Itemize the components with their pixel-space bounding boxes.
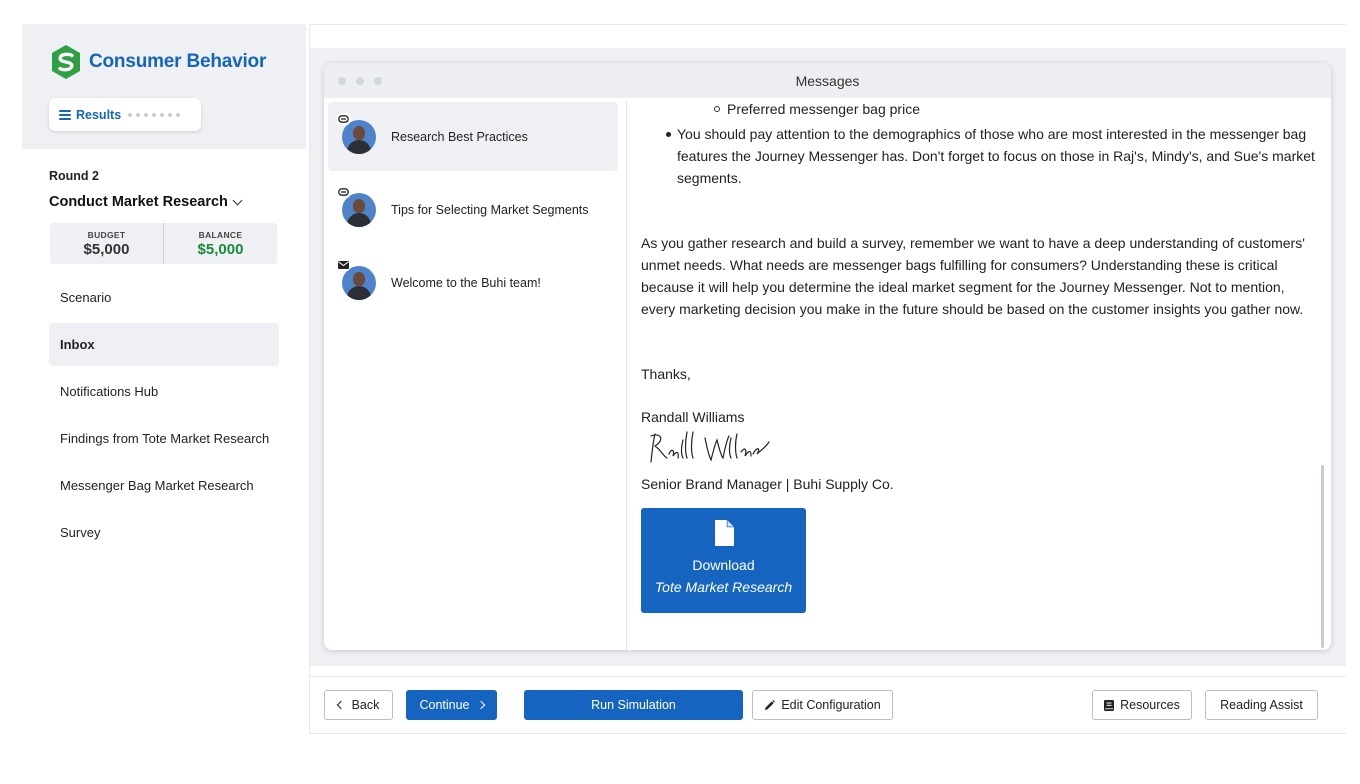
resources-label: Resources [1120, 698, 1180, 712]
message-body [641, 98, 1317, 650]
sidebar [22, 24, 306, 764]
results-label: Results [76, 107, 122, 122]
sub-bullet-text: Preferred messenger bag price [727, 101, 920, 117]
sidebar-item-survey[interactable] [49, 511, 279, 554]
back-button[interactable] [324, 690, 393, 720]
sidebar-item-label: Findings from Tote Market Research [60, 431, 270, 446]
download-label: Download [692, 557, 755, 573]
avatar [342, 120, 376, 154]
message-item[interactable] [328, 102, 618, 171]
attachment-icon [336, 186, 351, 199]
attachment-icon [336, 113, 351, 126]
run-simulation-label: Run Simulation [591, 698, 676, 712]
message-subject: Research Best Practices [391, 129, 528, 144]
sidebar-item-messenger-research[interactable] [49, 464, 279, 507]
sidebar-item-label: Inbox [60, 337, 95, 352]
edit-configuration-label: Edit Configuration [781, 698, 881, 712]
message-subject: Welcome to the Buhi team! [391, 275, 541, 290]
book-icon [1104, 700, 1114, 711]
bullet-text: You should pay attention to the demographics of those who are most interested in the messenger bag features the Journey Messenger has. Don't forget to focus on those in Raj's, Mindy's, and Sue's market segments. [677, 126, 1315, 186]
balance-cell [163, 223, 277, 264]
file-icon [713, 519, 735, 547]
body-paragraph: As you gather research and build a survey, remember we want to have a deep understanding of customers' unmet needs. What needs are messenger bags fulfilling for consumers? Understanding these is critical because it will help you determine the ideal market segment for the Journey Messenger. Not to mention, every marketing decision you make in the future should be based on the customer insights you gather now. [641, 235, 1305, 317]
avatar [342, 266, 376, 300]
budget-value: $5,000 [83, 240, 130, 258]
window-titlebar [324, 63, 1331, 98]
sidebar-item-inbox[interactable] [49, 323, 279, 366]
main-top-border [310, 24, 1346, 25]
sidebar-header [22, 24, 306, 149]
reading-assist-label: Reading Assist [1220, 698, 1303, 712]
budget-label: BUDGET [87, 229, 126, 240]
sidebar-item-label: Notifications Hub [60, 384, 159, 399]
round-label: Round 2 [49, 169, 99, 183]
sidebar-item-scenario[interactable] [49, 276, 279, 319]
window-controls [338, 77, 382, 85]
continue-label: Continue [419, 698, 470, 712]
sender-role: Senior Brand Manager | Buhi Supply Co. [641, 476, 894, 492]
signature-image [641, 428, 781, 468]
avatar [342, 193, 376, 227]
sub-bullet [714, 98, 920, 120]
messages-window [324, 63, 1331, 650]
pane-divider [626, 102, 627, 650]
app-title: Consumer Behavior [89, 51, 267, 72]
sidebar-item-label: Survey [60, 525, 101, 540]
chevron-left-icon [336, 701, 344, 709]
buhi-logo-icon [50, 44, 82, 80]
message-list [328, 102, 618, 321]
message-subject: Tips for Selecting Market Segments [391, 202, 589, 217]
phase-dropdown[interactable] [49, 194, 241, 210]
sidebar-item-label: Scenario [60, 290, 112, 305]
window-title: Messages [795, 72, 860, 89]
message-item[interactable] [328, 248, 618, 317]
download-button[interactable] [641, 508, 806, 613]
chevron-down-icon [232, 195, 242, 205]
sidebar-item-label: Messenger Bag Market Research [60, 478, 254, 493]
budget-cell [50, 223, 163, 264]
chevron-right-icon [476, 701, 484, 709]
envelope-icon [336, 259, 351, 272]
results-button[interactable] [49, 98, 201, 131]
pencil-icon [764, 700, 775, 711]
edit-configuration-button[interactable] [752, 690, 893, 720]
balance-value: $5,000 [197, 240, 244, 258]
sidebar-item-tote-findings[interactable] [49, 417, 279, 460]
progress-dots [128, 113, 180, 117]
balance-label: BALANCE [198, 229, 243, 240]
message-item[interactable] [328, 175, 618, 244]
reading-assist-button[interactable] [1205, 690, 1318, 720]
back-label: Back [351, 698, 380, 712]
sender-name: Randall Williams [641, 409, 745, 425]
closing: Thanks, [641, 366, 691, 382]
continue-button[interactable] [406, 690, 497, 720]
bullet [666, 123, 1316, 189]
resources-button[interactable] [1092, 690, 1192, 720]
sidebar-item-notifications-hub[interactable] [49, 370, 279, 413]
footer-toolbar [310, 676, 1346, 734]
budget-summary [50, 223, 277, 264]
phase-label: Conduct Market Research [49, 194, 228, 210]
scrollbar[interactable] [1321, 465, 1324, 648]
brand [50, 44, 266, 80]
download-file-name: Tote Market Research [654, 579, 793, 595]
sidebar-nav [49, 276, 279, 558]
menu-icon [59, 110, 71, 120]
run-simulation-button[interactable] [524, 690, 743, 720]
